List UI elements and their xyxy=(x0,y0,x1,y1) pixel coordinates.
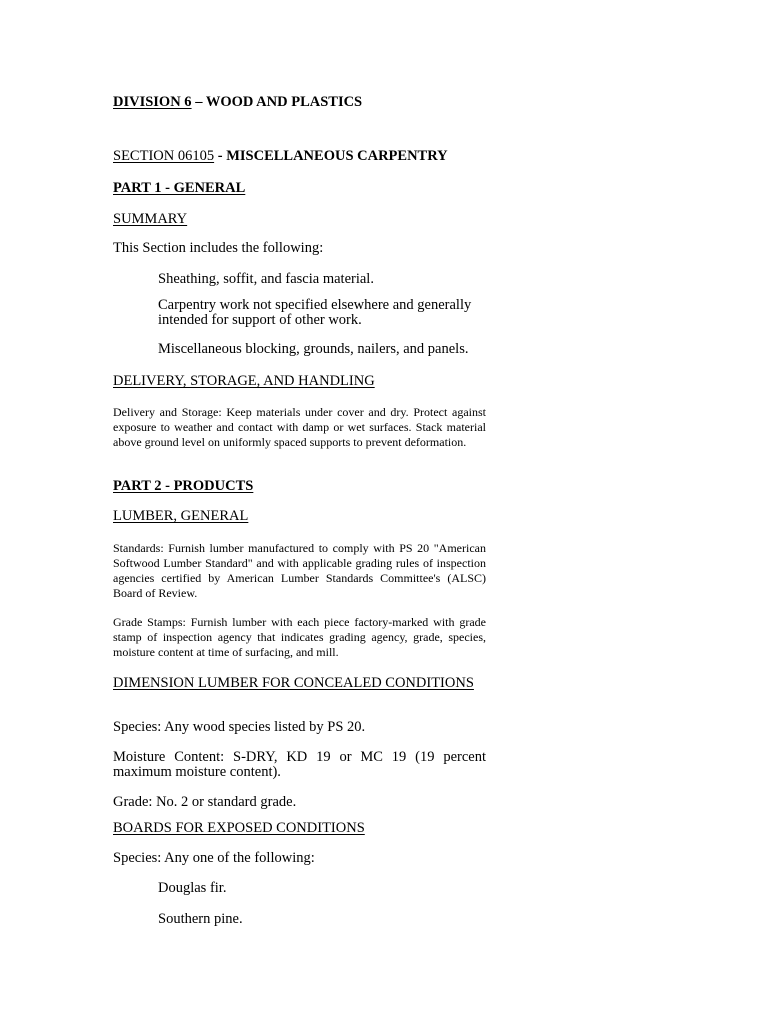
division-heading xyxy=(113,94,486,110)
division-label: DIVISION 6 xyxy=(113,94,192,110)
summary-item-1: Sheathing, soffit, and fascia material. xyxy=(158,271,374,287)
dimension-lumber-heading: DIMENSION LUMBER FOR CONCEALED CONDITIONS xyxy=(113,675,474,691)
boards-species: Species: Any one of the following: xyxy=(113,850,315,866)
boards-heading: BOARDS FOR EXPOSED CONDITIONS xyxy=(113,820,365,836)
summary-item-2: Carpentry work not specified elsewhere and generally intended for support of other work. xyxy=(158,297,472,328)
delivery-paragraph: Delivery and Storage: Keep materials under cover and dry. Protect against exposure to weather and contact with damp or wet surfaces. Stack material above ground level on uniformly spaced supports to prevent deformation. xyxy=(113,405,486,449)
division-separator: – xyxy=(191,94,206,110)
boards-item-1: Douglas fir. xyxy=(158,880,227,896)
section-separator: - xyxy=(214,148,227,164)
grade-stamps-paragraph: Grade Stamps: Furnish lumber with each piece factory-marked with grade stamp of inspection agency that indicates grading agency, grade, species, moisture content at time of surfacing, and mill. xyxy=(113,615,486,659)
standards-paragraph: Standards: Furnish lumber manufactured to comply with PS 20 "American Softwood Lumber Standard" and with applicable grading rules of inspection agencies certified by American Lumber Standards Committee's (ALSC) Board of Review. xyxy=(113,541,486,600)
part1-heading: PART 1 - GENERAL xyxy=(113,180,246,196)
lumber-general-heading: LUMBER, GENERAL xyxy=(113,508,249,524)
summary-item-3: Miscellaneous blocking, grounds, nailers, and panels. xyxy=(158,341,469,357)
section-label: SECTION 06105 xyxy=(113,148,215,164)
section-title: MISCELLANEOUS CARPENTRY xyxy=(226,148,448,164)
boards-item-2: Southern pine. xyxy=(158,911,243,927)
section-heading xyxy=(113,148,486,164)
summary-heading: SUMMARY xyxy=(113,211,188,227)
delivery-heading: DELIVERY, STORAGE, AND HANDLING xyxy=(113,373,375,389)
dimension-species: Species: Any wood species listed by PS 20. xyxy=(113,719,366,735)
summary-intro: This Section includes the following: xyxy=(113,240,324,256)
dimension-grade: Grade: No. 2 or standard grade. xyxy=(113,794,297,810)
dimension-moisture: Moisture Content: S-DRY, KD 19 or MC 19 (19 percent maximum moisture content). xyxy=(113,749,486,780)
part2-heading: PART 2 - PRODUCTS xyxy=(113,478,254,494)
division-title: WOOD AND PLASTICS xyxy=(205,94,363,110)
